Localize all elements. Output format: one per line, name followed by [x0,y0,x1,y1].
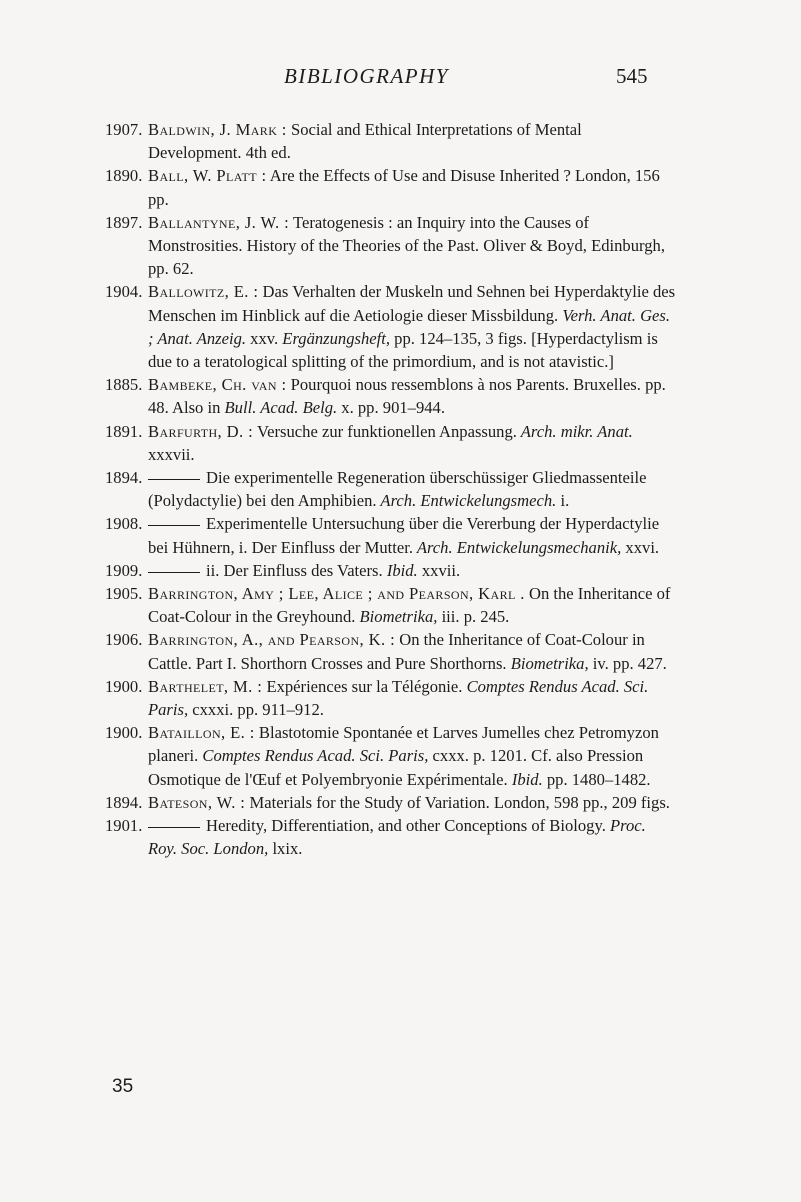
entry-journal: Bull. Acad. Belg. [220,398,338,418]
entry-author: Barthelet, M. : [148,676,263,696]
entry-author: Ballowitz, E. : [148,282,259,302]
entry-text [148,559,677,582]
entry-author: Bambeke, Ch. van : [148,375,287,395]
entry-year: 1901. [105,816,143,836]
entry-journal: Comptes Rendus Acad. Sci. Paris, [198,746,429,766]
bibliography-list [105,118,677,861]
entry-details: pp. 1480–1482. [542,769,651,789]
entry-year: 1894. [105,468,143,488]
entry-title: Are the Effects of Use and Disuse Inherited ? London, 156 pp. [148,166,660,209]
entry-author: Bataillon, E. : [148,723,255,743]
entry-author: Barrington, Amy ; Lee, Alice ; and Pearson, Karl . [148,584,525,604]
entry-journal: Comptes Rendus Acad. Sci. Paris, [148,676,649,720]
bibliography-entry [105,628,677,674]
page-number: 545 [616,64,648,88]
ditto-dash [148,572,200,573]
running-title: BIBLIOGRAPHY [284,64,449,88]
entry-journal: Arch. Entwickelungsmechanik, [412,537,622,557]
entry-journal: Biometrika, [355,607,438,627]
entry-details: xxv. [246,328,279,348]
entry-details: i. [556,491,570,511]
entry-journal: Biometrika, [506,653,589,673]
entry-title: Materials for the Study of Variation. London, 598 pp., 209 figs. [245,792,670,812]
entry-title: Experimentelle Untersuchung über die Vererbung der Hyperdactylie bei Hühnern, i. Der Einfluss der Mutter. [148,514,660,557]
entry-title: Social and Ethical Interpretations of Mental Development. 4th ed. [148,120,582,163]
entry-year: 1894. [105,792,143,812]
bibliography-entry [105,582,677,628]
entry-title: Versuche zur funktionellen Anpassung. [253,421,517,441]
bibliography-entry [105,211,677,281]
entry-year: 1900. [105,723,143,743]
entry-title: Teratogenesis : an Inquiry into the Causes of Monstrosities. History of the Theories of the Past. Oliver & Boyd, Edinburgh, pp. 62. [148,212,665,279]
bibliography-entry [105,721,677,791]
entry-title: Blastotomie Spontanée et Larves Jumelles chez Petromyzon planeri. [148,723,659,766]
entry-details: x. pp. 901–944. [337,398,445,418]
entry-details: lxix. [268,839,303,859]
entry-text [148,118,677,164]
entry-text [148,791,677,814]
bibliography-entry [105,791,677,814]
entry-text [148,420,677,466]
entry-title: On the Inheritance of Coat-Colour in the Greyhound. [148,584,671,627]
entry-details: cxxxi. pp. 911–912. [188,700,324,720]
ditto-dash [148,479,200,480]
bibliography-entry [105,814,677,860]
entry-title: Pourquoi nous ressemblons à nos Parents. Bruxelles. pp. 48. Also in [148,375,666,418]
entry-author: Baldwin, J. Mark : [148,120,287,139]
entry-text [148,628,677,674]
entry-year: 1885. [105,375,143,395]
entry-details: iv. pp. 427. [588,653,667,673]
entry-title: ii. Der Einfluss des Vaters. [206,560,383,580]
entry-text [148,211,677,281]
entry-journal: Ergänzungsheft, [278,328,391,348]
entry-text [148,466,677,512]
entry-year: 1890. [105,166,143,186]
bibliography-entry [105,164,677,210]
entry-journal: Proc. Roy. Soc. London, [148,816,646,859]
bibliography-entry [105,675,677,721]
entry-text [148,373,677,419]
entry-title: Heredity, Differentiation, and other Conceptions of Biology. [206,816,606,836]
entry-journal: Verh. Anat. Ges. ; Anat. Anzeig. [148,305,671,348]
entry-details: xxvi. [621,537,660,557]
bibliography-entry [105,466,677,512]
entry-details: xxxvii. [148,444,195,464]
entry-text [148,582,677,628]
entry-author: Barrington, A., and Pearson, K. : [148,630,396,650]
entry-year: 1908. [105,514,143,534]
entry-details: pp. 124–135, 3 figs. [Hyperdactylism is due to a teratological splitting of the primordium, and is not atavistic.] [148,328,658,372]
entry-year: 1900. [105,676,143,696]
entry-text [148,280,677,373]
signature-mark: 35 [112,1076,134,1097]
page-header [0,64,801,104]
entry-journal: Arch. mikr. Anat. [516,421,633,441]
entry-author: Bateson, W. : [148,792,246,812]
bibliography-entry [105,512,677,558]
entry-author: Barfurth, D. : [148,421,254,441]
entry-text [148,512,677,558]
bibliography-entry [105,118,677,164]
entry-title: Die experimentelle Regeneration überschüssiger Gliedmassenteile (Polydactylie) bei den Amphibien. [148,468,647,511]
bibliography-entry [105,373,677,419]
entry-title: Das Verhalten der Muskeln und Sehnen bei Hyperdaktylie des Menschen im Hinblick auf die Aetiologie dieser Missbildung. [148,282,676,325]
entry-text [148,721,677,791]
ditto-dash [148,525,200,526]
bibliography-entry [105,559,677,582]
entry-author: Ball, W. Platt : [148,166,267,186]
entry-year: 1904. [105,282,143,302]
entry-year: 1906. [105,630,143,650]
ditto-dash [148,827,200,828]
entry-details: cxxx. p. 1201. Cf. also Pression Osmotique de l'Œuf et Polyembryonie Expérimentale. [148,746,644,789]
entry-journal: Ibid. [507,769,543,789]
entry-journal: Ibid. [382,560,418,580]
entry-journal: Arch. Entwickelungsmech. [376,491,557,511]
entry-details: iii. p. 245. [437,607,510,627]
bibliography-entry [105,280,677,373]
entry-title: On the Inheritance of Coat-Colour in Cattle. Part I. Shorthorn Crosses and Pure Shorthorns. [148,630,645,673]
entry-text [148,814,677,860]
entry-title: Expériences sur la Télégonie. [262,676,463,696]
entry-text [148,164,677,210]
bibliography-entry [105,420,677,466]
entry-author: Ballantyne, J. W. : [148,212,290,232]
entry-year: 1897. [105,212,143,232]
entry-details: xxvii. [417,560,461,580]
entry-year: 1907. [105,120,143,139]
entry-year: 1909. [105,560,143,580]
entry-year: 1891. [105,421,143,441]
entry-year: 1905. [105,584,143,604]
entry-text [148,675,677,721]
